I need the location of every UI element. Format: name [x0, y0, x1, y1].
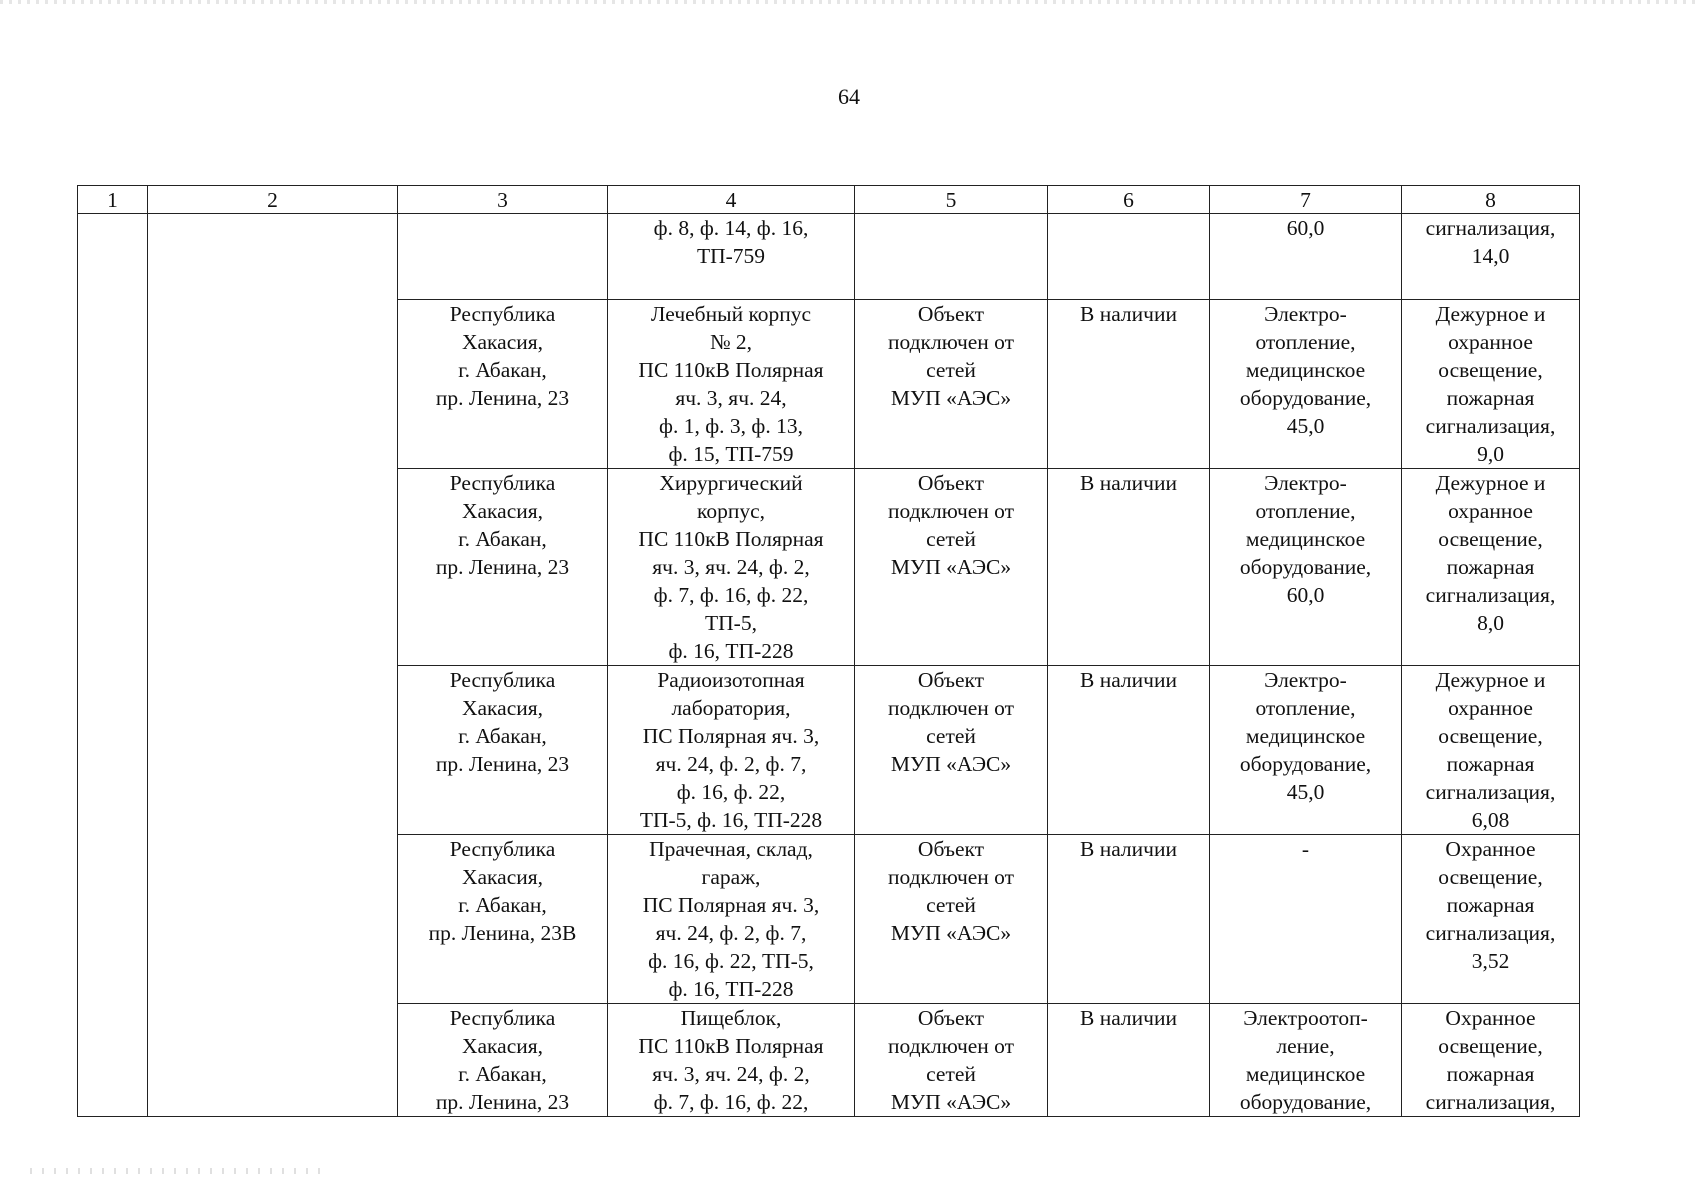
address-cell: Республика Хакасия, г. Абакан, пр. Ленина, 23 — [398, 666, 608, 835]
column-header: 4 — [608, 186, 855, 214]
page-number: 64 — [838, 84, 860, 109]
column-header: 3 — [398, 186, 608, 214]
load-cell: Электро- отопление, медицинское оборудование, 60,0 — [1210, 469, 1402, 666]
document-table — [77, 185, 1580, 1117]
emergency-load-cell: Охранное освещение, пожарная сигнализация, — [1402, 1004, 1580, 1117]
load-cell: - — [1210, 835, 1402, 1004]
availability-cell: В наличии — [1048, 666, 1210, 835]
merged-cell-col2 — [148, 214, 398, 1117]
object-cell: Хирургический корпус, ПС 110кВ Полярная яч. 3, яч. 24, ф. 2, ф. 7, ф. 16, ф. 22, ТП-5, ф. 16, ТП-228 — [608, 469, 855, 666]
object-cell: Радиоизотопная лаборатория, ПС Полярная яч. 3, яч. 24, ф. 2, ф. 7, ф. 16, ф. 22, ТП-5, ф. 16, ТП-228 — [608, 666, 855, 835]
availability-cell: В наличии — [1048, 469, 1210, 666]
emergency-load-cell: сигнализация, 14,0 — [1402, 214, 1580, 300]
address-cell: Республика Хакасия, г. Абакан, пр. Ленина, 23 — [398, 1004, 608, 1117]
connection-cell: Объект подключен от сетей МУП «АЭС» — [855, 300, 1048, 469]
availability-cell — [1048, 214, 1210, 300]
connection-cell: Объект подключен от сетей МУП «АЭС» — [855, 1004, 1048, 1117]
object-cell: Прачечная, склад, гараж, ПС Полярная яч. 3, яч. 24, ф. 2, ф. 7, ф. 16, ф. 22, ТП-5, ф. 16, ТП-228 — [608, 835, 855, 1004]
scan-noise-bottom — [30, 1168, 330, 1174]
address-cell: Республика Хакасия, г. Абакан, пр. Ленина, 23В — [398, 835, 608, 1004]
emergency-load-cell: Дежурное и охранное освещение, пожарная сигнализация, 8,0 — [1402, 469, 1580, 666]
load-cell: 60,0 — [1210, 214, 1402, 300]
availability-cell: В наличии — [1048, 835, 1210, 1004]
object-cell: Лечебный корпус № 2, ПС 110кВ Полярная яч. 3, яч. 24, ф. 1, ф. 3, ф. 13, ф. 15, ТП-759 — [608, 300, 855, 469]
connection-cell — [855, 214, 1048, 300]
connection-cell: Объект подключен от сетей МУП «АЭС» — [855, 469, 1048, 666]
table-header-row — [78, 186, 1580, 214]
object-cell: Пищеблок, ПС 110кВ Полярная яч. 3, яч. 24, ф. 2, ф. 7, ф. 16, ф. 22, — [608, 1004, 855, 1117]
address-cell: Республика Хакасия, г. Абакан, пр. Ленина, 23 — [398, 469, 608, 666]
emergency-load-cell: Дежурное и охранное освещение, пожарная сигнализация, 9,0 — [1402, 300, 1580, 469]
load-cell: Электро- отопление, медицинское оборудование, 45,0 — [1210, 300, 1402, 469]
emergency-load-cell: Дежурное и охранное освещение, пожарная сигнализация, 6,08 — [1402, 666, 1580, 835]
column-header: 6 — [1048, 186, 1210, 214]
column-header: 1 — [78, 186, 148, 214]
column-header: 8 — [1402, 186, 1580, 214]
load-cell: Электро- отопление, медицинское оборудование, 45,0 — [1210, 666, 1402, 835]
emergency-load-cell: Охранное освещение, пожарная сигнализация, 3,52 — [1402, 835, 1580, 1004]
connection-cell: Объект подключен от сетей МУП «АЭС» — [855, 835, 1048, 1004]
column-header: 7 — [1210, 186, 1402, 214]
merged-cell-col1 — [78, 214, 148, 1117]
availability-cell: В наличии — [1048, 300, 1210, 469]
object-cell: ф. 8, ф. 14, ф. 16, ТП-759 — [608, 214, 855, 300]
load-cell: Электроотоп- ление, медицинское оборудование, — [1210, 1004, 1402, 1117]
address-cell — [398, 214, 608, 300]
address-cell: Республика Хакасия, г. Абакан, пр. Ленина, 23 — [398, 300, 608, 469]
column-header: 2 — [148, 186, 398, 214]
scan-noise-top — [0, 0, 1698, 4]
availability-cell: В наличии — [1048, 1004, 1210, 1117]
connection-cell: Объект подключен от сетей МУП «АЭС» — [855, 666, 1048, 835]
table-row — [78, 214, 1580, 300]
column-header: 5 — [855, 186, 1048, 214]
